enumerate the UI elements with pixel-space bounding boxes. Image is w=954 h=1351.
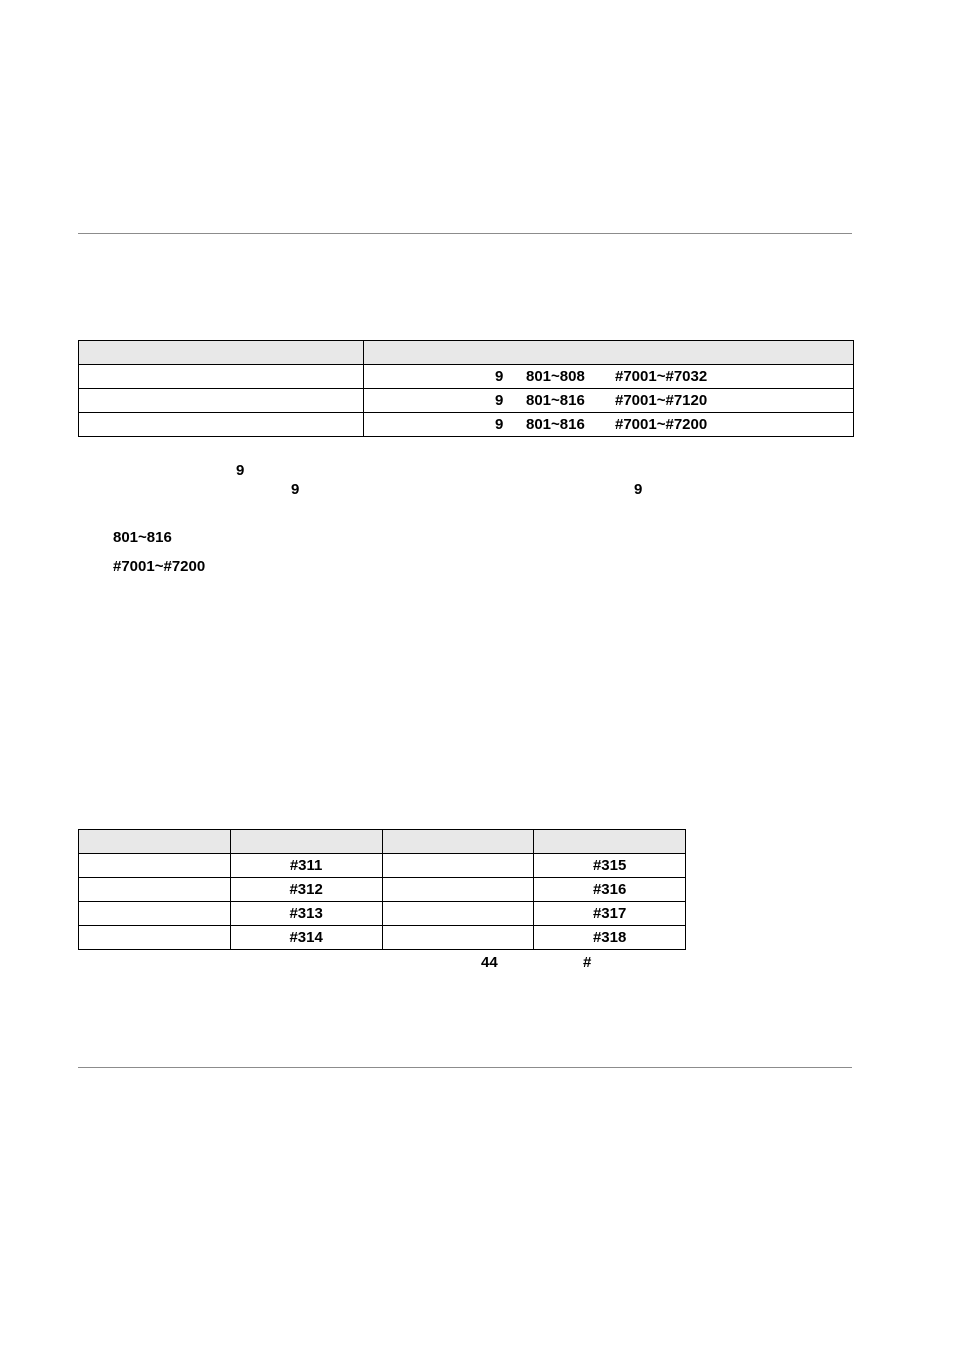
table-row bbox=[79, 365, 854, 389]
table-cell: #314 bbox=[230, 926, 382, 950]
row-value bbox=[364, 413, 854, 437]
row-value bbox=[364, 389, 854, 413]
value-codes: #7001~#7200 bbox=[615, 416, 708, 433]
table-cell bbox=[79, 926, 231, 950]
note-number: 9 bbox=[291, 481, 300, 498]
table-cell: #318 bbox=[534, 926, 686, 950]
table-header-row bbox=[79, 830, 686, 854]
header-cell bbox=[230, 830, 382, 854]
table-cell: #311 bbox=[230, 854, 382, 878]
table-row bbox=[79, 878, 686, 902]
value-zones: 801~816 bbox=[526, 392, 585, 409]
footnote-hash: # bbox=[583, 954, 592, 971]
note-zone-range: 801~816 bbox=[113, 529, 172, 546]
table-row bbox=[79, 902, 686, 926]
table-cell bbox=[382, 854, 534, 878]
table-cell bbox=[382, 902, 534, 926]
table-row bbox=[79, 389, 854, 413]
table-cell bbox=[79, 854, 231, 878]
table-cell: #312 bbox=[230, 878, 382, 902]
value-zones: 801~816 bbox=[526, 416, 585, 433]
value-codes: #7001~#7032 bbox=[615, 368, 708, 385]
table-cell bbox=[79, 902, 231, 926]
footnote-number: 44 bbox=[481, 954, 498, 971]
header-cell bbox=[79, 830, 231, 854]
bottom-divider bbox=[78, 1067, 852, 1068]
row-label bbox=[79, 389, 364, 413]
top-divider bbox=[78, 233, 852, 234]
table-cell: #317 bbox=[534, 902, 686, 926]
table-cell bbox=[382, 878, 534, 902]
table-cell: #313 bbox=[230, 902, 382, 926]
note-user-range: #7001~#7200 bbox=[113, 558, 206, 575]
table-cell bbox=[382, 926, 534, 950]
capacity-table bbox=[78, 340, 854, 437]
header-cell bbox=[79, 341, 364, 365]
table-header-row bbox=[79, 341, 854, 365]
value-count: 9 bbox=[495, 368, 504, 385]
table-row bbox=[79, 926, 686, 950]
table-cell: #316 bbox=[534, 878, 686, 902]
row-label bbox=[79, 413, 364, 437]
note-number: 9 bbox=[236, 462, 245, 479]
code-table bbox=[78, 829, 686, 950]
table-cell: #315 bbox=[534, 854, 686, 878]
note-number: 9 bbox=[634, 481, 643, 498]
row-value bbox=[364, 365, 854, 389]
header-cell bbox=[534, 830, 686, 854]
table-row bbox=[79, 854, 686, 878]
value-count: 9 bbox=[495, 416, 504, 433]
value-count: 9 bbox=[495, 392, 504, 409]
header-cell bbox=[364, 341, 854, 365]
table-cell bbox=[79, 878, 231, 902]
header-cell bbox=[382, 830, 534, 854]
row-label bbox=[79, 365, 364, 389]
table-row bbox=[79, 413, 854, 437]
value-codes: #7001~#7120 bbox=[615, 392, 708, 409]
value-zones: 801~808 bbox=[526, 368, 585, 385]
